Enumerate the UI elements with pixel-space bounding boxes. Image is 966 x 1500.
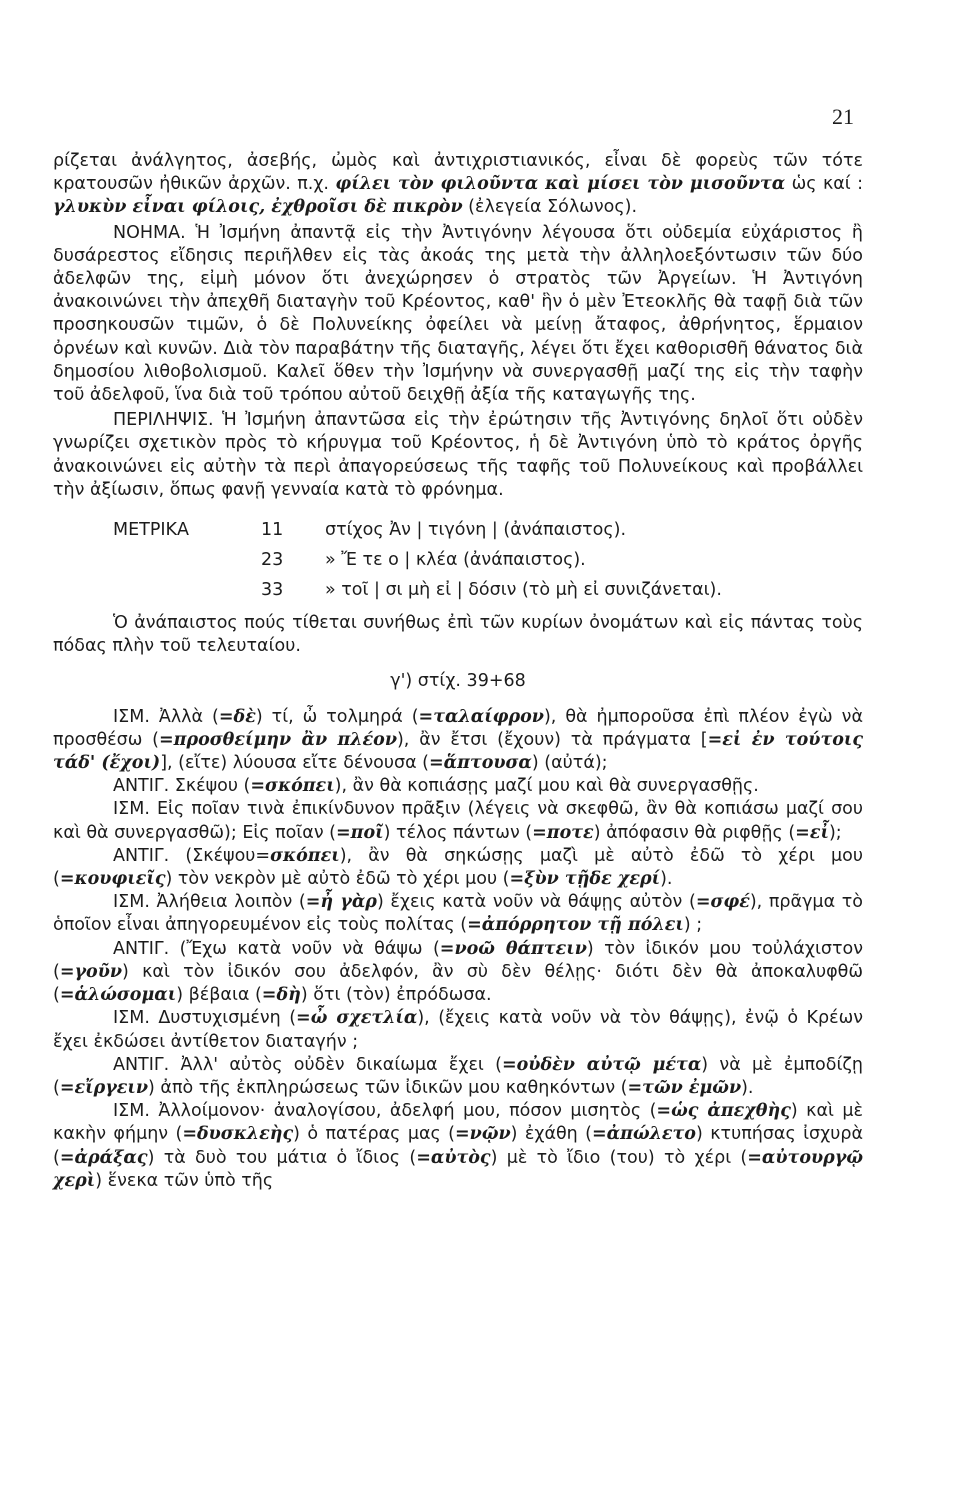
gloss-italic: =σκόπει: [250, 776, 335, 797]
metrics-block: [53, 516, 863, 606]
gloss-italic: =ποτε: [532, 822, 594, 843]
metrics-row: [53, 576, 863, 606]
text-run: );: [828, 822, 842, 843]
text-run: ), θὰ ἠμποροῦσα ἐπὶ πλέον ἐγὼ νὰ προσθέσω (: [53, 706, 863, 750]
intro-paragraph: [53, 150, 863, 220]
gloss-italic: =ἀπόρρητον τῇ πόλει: [467, 915, 684, 936]
gloss-italic: =ποῖ: [336, 822, 384, 843]
gloss-italic: =γοῦν: [59, 961, 123, 982]
dialogue-line: [53, 775, 863, 798]
text-run: ) ἐχάθη (: [510, 1124, 593, 1145]
text-run: ) ἔχεις κατὰ νοῦν νὰ θάψῃς αὐτὸν (: [376, 892, 696, 913]
text-run: ).: [741, 1077, 754, 1098]
text-run: ) ἕνεκα τῶν ὑπὸ τῆς: [95, 1170, 274, 1191]
text-run: ΙΣΜ. Ἀλλοίμονον· ἀναλογίσου, ἀδελφή μου, πόσον μισητὸς (: [113, 1101, 657, 1122]
text-run: ) ὁ πατέρας μας (: [293, 1124, 456, 1145]
text-run: ) (αὐτά);: [531, 753, 608, 774]
gloss-italic: γλυκὺν εἶναι φίλοις, ἐχθροῖσι δὲ πικρὸν: [53, 197, 463, 218]
text-run: ).: [660, 869, 673, 890]
dialogue: [53, 706, 863, 1193]
gloss-italic: =ταλαίφρον: [418, 706, 544, 727]
text-run: ), ἂν ἔτσι (ἔχουν) τὰ πράγματα [: [396, 729, 708, 750]
text-run: ), ἂν θὰ σηκώσῃς μαζὶ μὲ αὐτὸ ἐδῶ τὸ χέρι μου (: [53, 845, 863, 890]
gloss-italic: =ἅπτουσα: [429, 753, 532, 774]
dialogue-line: [53, 891, 863, 937]
text-run: ), ἂν θὰ κοπιάσῃς μαζί μου καὶ θὰ συνεργασθῇς.: [334, 776, 759, 797]
metrics-row: [53, 516, 863, 546]
dialogue-line: [53, 938, 863, 1008]
gloss-italic: =ἀράξας: [59, 1147, 148, 1168]
metrics-label: ΜΕΤΡΙΚΑ: [113, 520, 190, 541]
text-run: ΑΝΤΙΓ. (Ἔχω κατὰ νοῦν νὰ θάψω (: [113, 938, 440, 959]
gloss-italic: =ὡς ἀπεχθὴς: [656, 1101, 791, 1122]
dialogue-line: [53, 1054, 863, 1100]
gloss-italic: =δὴ: [261, 985, 301, 1006]
text-run: ) βέβαια (: [176, 985, 262, 1006]
dialogue-line: [53, 1007, 863, 1053]
page-body: [53, 150, 863, 1193]
gloss-italic: =τῶν ἐμῶν: [627, 1077, 742, 1098]
text-run: ΑΝΤΙΓ. (Σκέψου=: [113, 845, 271, 866]
dialogue-line: [53, 1100, 863, 1193]
text-run: ) τί, ὦ τολμηρά (: [255, 706, 419, 727]
gloss-italic: =εἰ ἐν τούτοις τάδ' (ἔχοι): [53, 729, 864, 774]
gloss-italic: =νῷν: [455, 1124, 511, 1145]
metrics-text: στίχος Ἀν | τιγόνη | (ἀνάπαιστος).: [325, 520, 627, 541]
text-run: (ἐλεγεία Σόλωνος).: [462, 197, 638, 218]
text-run: ), πρᾶγμα τὸ ὁποῖον εἶναι ἀπηγορευμένον εἰς τοὺς πολίτας (: [53, 892, 863, 936]
text-run: ρίζεται ἀνάλγητος, ἀσεβής, ὠμὸς καὶ ἀντιχριστιανικός, εἶναι δὲ φορεὺς τῶν τότε κρατουσῶν ἠθικῶν ἀρχῶν. π.χ.: [53, 151, 863, 195]
page-number: 21: [832, 104, 854, 129]
gloss-italic: σκόπει: [270, 845, 340, 866]
text-run: ), (ἔχεις κατὰ νοῦν νὰ τὸν θάψῃς), ἐνῷ ὁ Κρέων ἔχει ἐκδώσει ἀντίθετον διαταγήν ;: [53, 1008, 864, 1052]
section-title: γ') στίχ. 39+68: [390, 671, 526, 692]
text-run: ΙΣΜ. Εἰς ποῖαν τινὰ ἐπικίνδυνον πρᾶξιν (λέγεις νὰ σκεφθῶ, ἂν θὰ κοπιάσω μαζί σου καὶ θὰ συνεργασθῶ); Εἰς ποῖαν (: [53, 799, 863, 843]
gloss-italic: =δυσκλεὴς: [182, 1124, 294, 1145]
gloss-italic: =κουφιεῖς: [59, 869, 166, 890]
text-run: ) ἀπόφασιν θὰ ριφθῇς (: [593, 822, 796, 843]
gloss-italic: =ἀπώλετο: [592, 1124, 696, 1145]
perilipsis-paragraph: ΠΕΡΙΛΗΨΙΣ. Ἡ Ἰσμήνη ἀπαντῶσα εἰς τὴν ἐρώτησιν τῆς Ἀντιγόνης δηλοῖ ὅτι οὐδὲν γνωρίζει σχετικὸν πρὸς τὸ κήρυγμα τοῦ Κρέοντος, ἡ δὲ Ἀντιγόνη ὑπὸ τὸ κράτος ὀργῆς ἀνακοινώνει εἰς αὐτὴν τὰ περὶ ἀπαγορεύσεως τῆς ταφῆς τοῦ Πολυνείκους καὶ προβάλλει τὴν ἀξίωσιν, ὅπως φανῇ γενναία κατὰ τὸ φρόνημα.: [53, 410, 863, 500]
gloss-italic: =αὐτὸς: [416, 1147, 491, 1168]
text-run: ], (εἴτε) λύουσα εἴτε δένουσα (: [160, 753, 429, 774]
text-run: ) καὶ τὸν ἰδικόν σου ἀδελφόν, ἂν σὺ δὲν θέλῃς· διότι δὲν θὰ ἀποκαλυφθῶ (: [53, 961, 863, 1006]
text-run: ) τὸν νεκρὸν μὲ αὐτὸ ἐδῶ τὸ χέρι μου (: [165, 869, 510, 890]
gloss-italic: =σφέ: [695, 892, 750, 913]
metrics-text: » τοῖ | σι μὴ εἰ | δόσιν (τὸ μὴ εἰ συνιζάνεται).: [325, 580, 722, 601]
line-number: 11: [261, 520, 284, 541]
gloss-italic: =ξὺν τῇδε χερί: [509, 869, 661, 890]
line-number: 33: [261, 580, 284, 601]
text-run: ) ;: [683, 915, 703, 936]
dialogue-line: [53, 706, 863, 776]
text-run: ΙΣΜ. Ἀλήθεια λοιπὸν (: [113, 892, 306, 913]
gloss-italic: =εἴργειν: [59, 1077, 149, 1098]
text-run: ) ἀπὸ τῆς ἐκπληρώσεως τῶν ἰδικῶν μου καθηκόντων (: [148, 1077, 628, 1098]
text-run: ) τὸν ἰδικόν μου τοὐλάχιστον (: [53, 938, 863, 982]
anapaest-paragraph: Ὁ ἀνάπαιστος πούς τίθεται συνήθως ἐπὶ τῶν κυρίων ὀνομάτων καὶ εἰς πάντας τοὺς πόδας πλὴν τοῦ τελευταίου.: [53, 613, 863, 657]
text-run: ) καὶ μὲ κακὴν φήμην (: [53, 1101, 863, 1145]
gloss-italic: =ἁλώσομαι: [59, 985, 177, 1006]
text-run: ) τέλος πάντων (: [383, 822, 533, 843]
text-run: ΙΣΜ. Ἀλλὰ (: [113, 706, 219, 727]
gloss-italic: =δὲ: [218, 706, 256, 727]
gloss-italic: =εἶ: [795, 822, 829, 843]
text-run: ὡς καί :: [785, 174, 864, 195]
text-run: ΑΝΤΙΓ. Σκέψου (: [113, 776, 251, 797]
gloss-italic: =νοῶ θάπτειν: [439, 938, 587, 959]
gloss-italic: =ἦ γὰρ: [305, 892, 377, 913]
gloss-italic: =αὐτουργῷ χερὶ: [53, 1147, 863, 1191]
gloss-italic: =ὦ σχετλία: [296, 1008, 418, 1029]
text-run: ) νὰ μὲ ἐμποδίζῃ (: [53, 1054, 863, 1098]
metrics-row: [53, 546, 863, 576]
text-run: ) κτυπήσας ἰσχυρὰ (: [53, 1124, 864, 1168]
metrics-text: » Ἔ τε ο | κλέα (ἀνάπαιστος).: [325, 550, 586, 571]
text-run: ) ὅτι (τὸν) ἐπρόδωσα.: [300, 985, 492, 1006]
gloss-italic: =προσθείμην ἂν πλέον: [159, 729, 397, 750]
noima-paragraph: ΝΟΗΜΑ. Ἡ Ἰσμήνη ἀπαντᾷ εἰς τὴν Ἀντιγόνην λέγουσα ὅτι οὐδεμία εὐχάριστος ἢ δυσάρεστος εἴδησις περιῆλθεν εἰς τὰς ἀκοάς της μετὰ τὴν ἀλληλοεξόντωσιν τῶν δύο ἀδελφῶν της, εἰμὴ μόνον ὅτι ἀνεχώρησεν ὁ στρατὸς τῶν Ἀργείων. Ἡ Ἀντιγόνη ἀνακοινώνει τὴν ἀπεχθῆ διαταγὴν τοῦ Κρέοντος, καθ' ἣν ὁ μὲν Ἐτεοκλῆς θὰ ταφῇ διὰ τῶν προσηκουσῶν τιμῶν, ὁ δὲ Πολυνείκης ὀφείλει νὰ μείνῃ ἄταφος, ἀθρήνητος, ἕρμαιον ὀρνέων καὶ κυνῶν. Διὰ τὸν παραβάτην τῆς διαταγῆς, λέγει ὅτι ἔχει καθορισθῆ θάνατος διὰ δημοσίου λιθοβολισμοῦ. Καλεῖ ὅθεν τὴν Ἰσμήνην νὰ συνεργασθῇ μαζί της εἰς τὴν ταφὴν τοῦ ἀδελφοῦ, ἵνα διὰ τοῦ τρόπου αὐτοῦ δειχθῇ ἀξία τῆς καταγωγῆς της.: [53, 222, 863, 406]
dialogue-line: [53, 845, 863, 891]
gloss-italic: =οὐδὲν αὐτῷ μέτα: [501, 1054, 702, 1075]
line-number: 23: [261, 550, 284, 571]
gloss-italic: φίλει τὸν φιλοῦντα καὶ μίσει τὸν μισοῦντα: [335, 174, 786, 195]
text-run: ΑΝΤΙΓ. Ἀλλ' αὐτὸς οὐδὲν δικαίωμα ἔχει (: [113, 1054, 502, 1075]
dialogue-line: [53, 798, 863, 844]
text-run: ) τὰ δυὸ του μάτια ὁ ἴδιος (: [147, 1147, 417, 1168]
text-run: ΙΣΜ. Δυστυχισμένη (: [113, 1008, 297, 1029]
text-run: ) μὲ τὸ ἴδιο (του) τὸ χέρι (: [490, 1147, 748, 1168]
